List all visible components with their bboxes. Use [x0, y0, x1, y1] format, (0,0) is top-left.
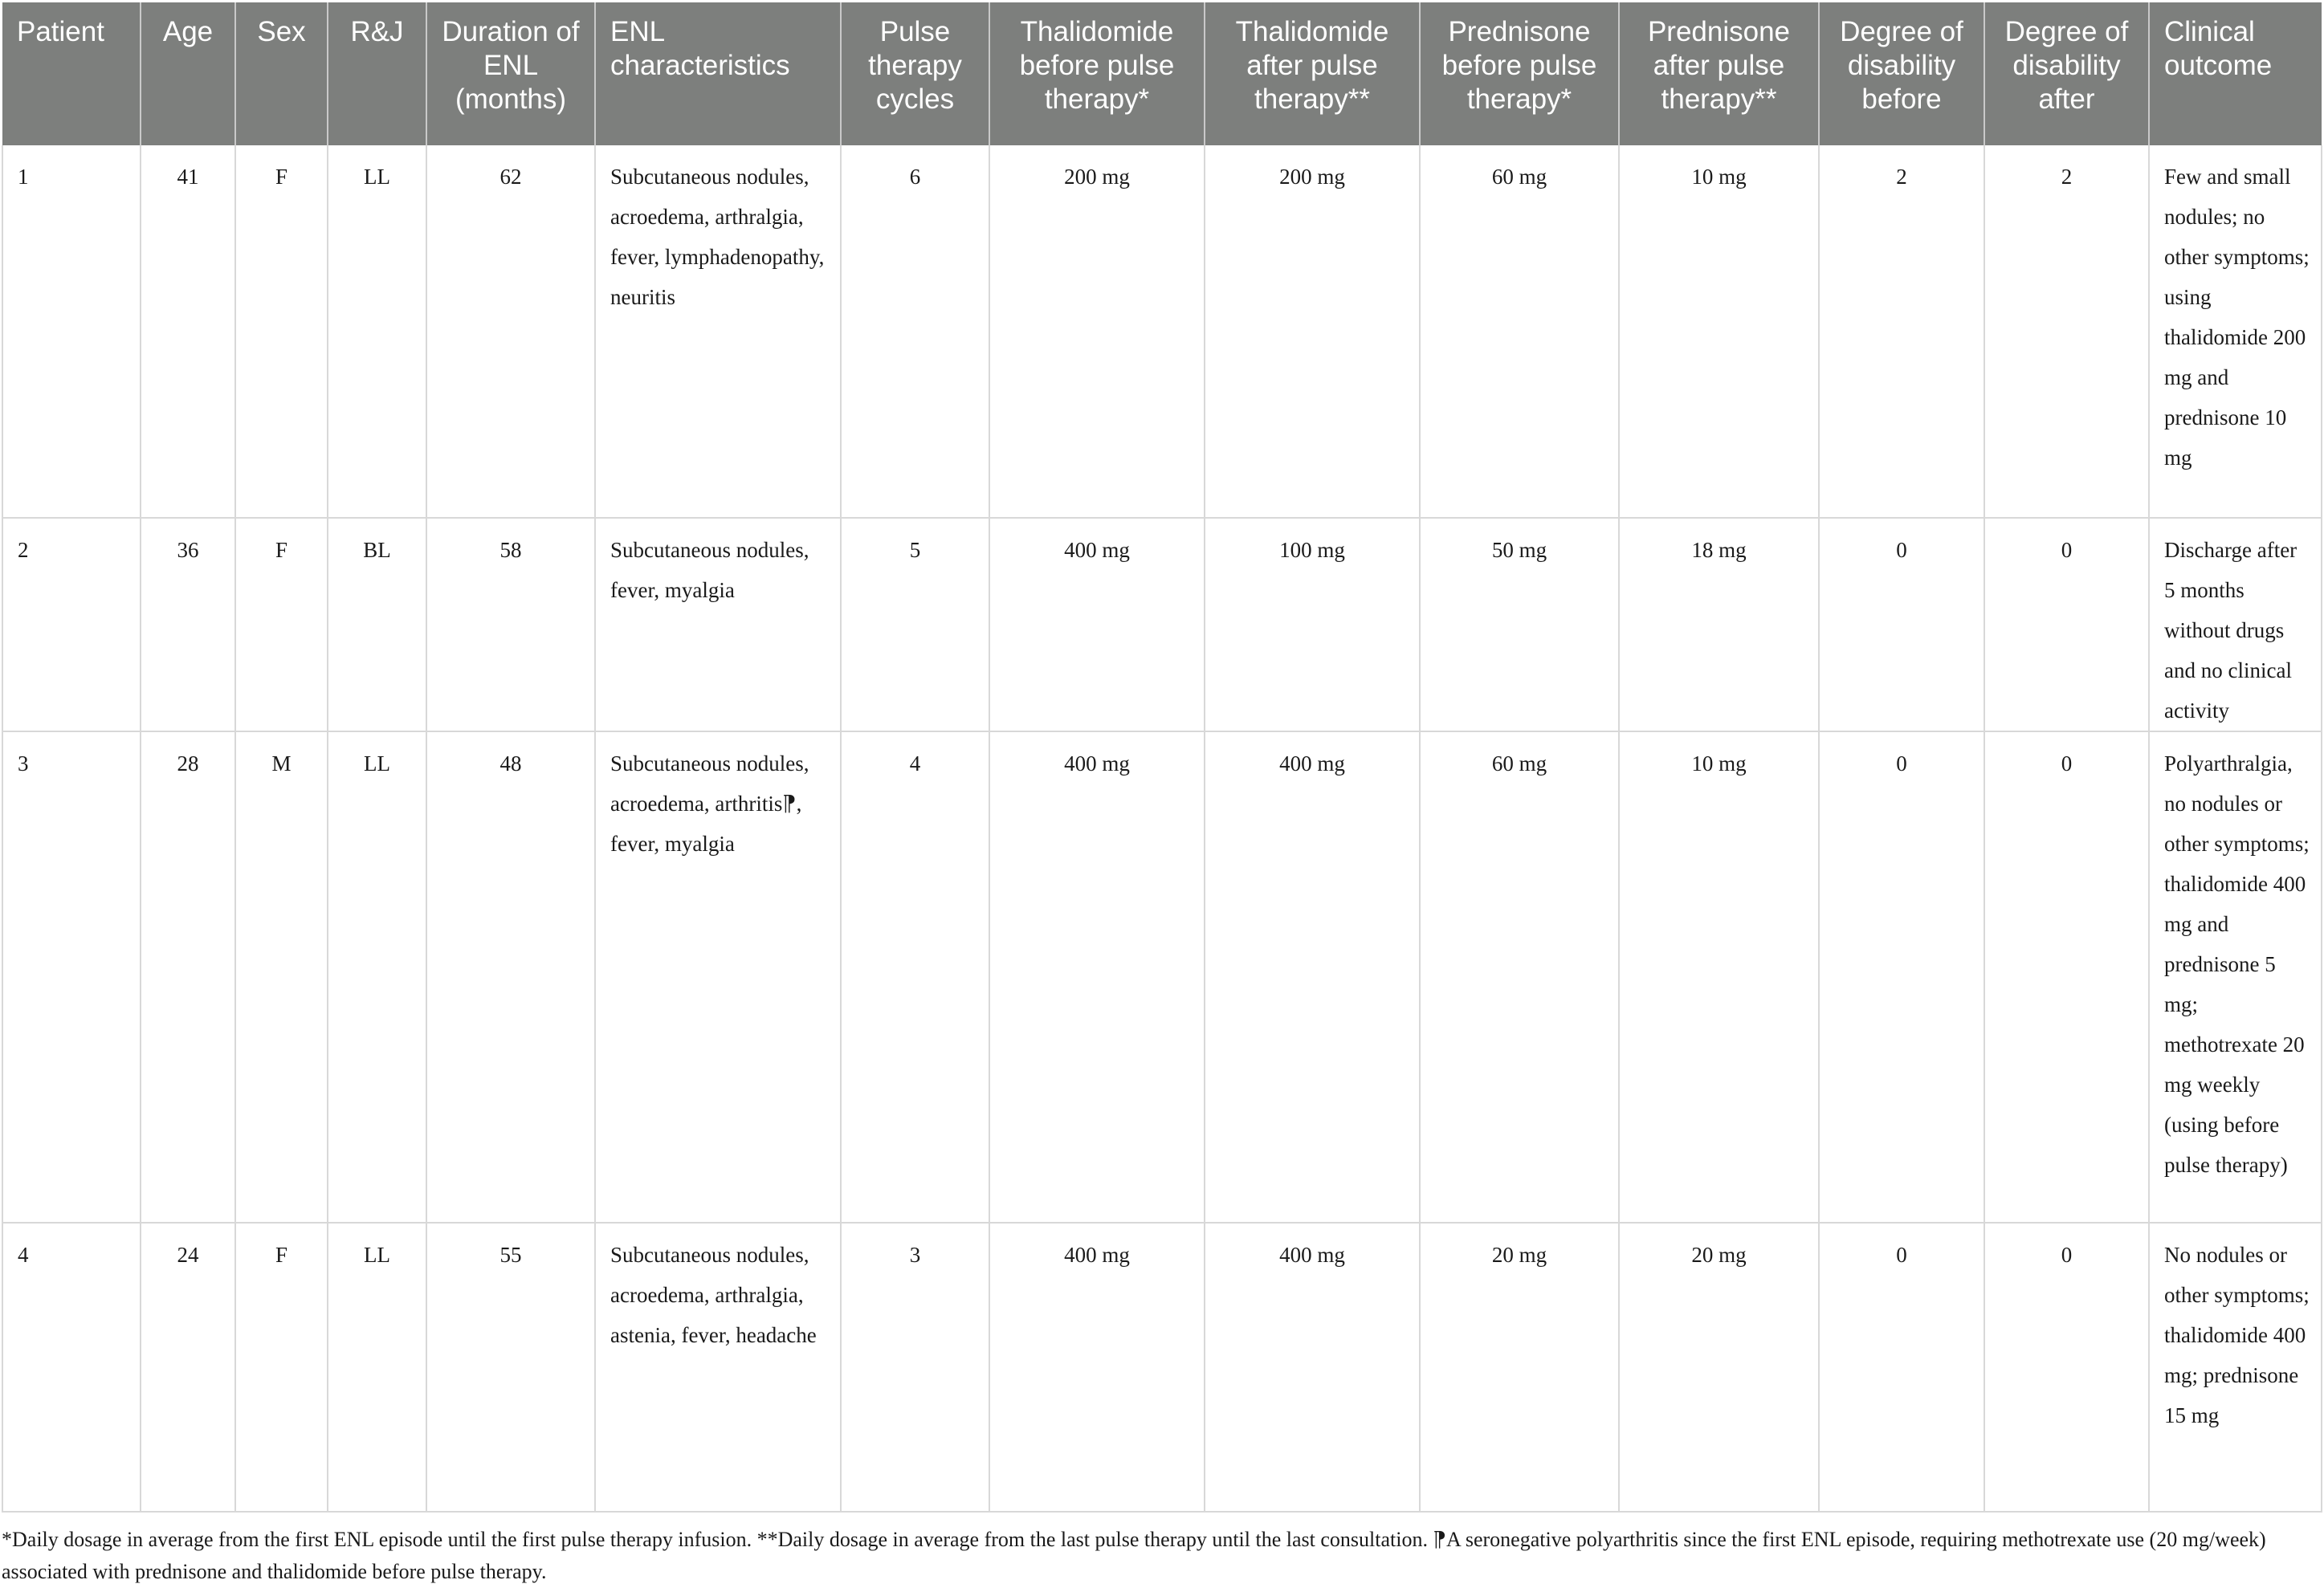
cell-disability-after: 0	[1984, 1223, 2149, 1512]
col-header-prednisone-after: Prednisone after pulse therapy**	[1619, 2, 1819, 145]
col-header-disability-after: Degree of disability after	[1984, 2, 2149, 145]
cell-prednisone-before: 60 mg	[1420, 731, 1619, 1223]
cell-thalidomide-after: 400 mg	[1205, 731, 1420, 1223]
cell-patient: 3	[2, 731, 141, 1223]
cell-disability-before: 2	[1819, 145, 1984, 518]
cell-prednisone-after: 20 mg	[1619, 1223, 1819, 1512]
col-header-clinical-outcome: Clinical outcome	[2149, 2, 2322, 145]
table-row	[2, 145, 2322, 518]
cell-pulse-cycles: 5	[841, 518, 989, 731]
cell-sex: F	[235, 1223, 328, 1512]
cell-disability-after: 0	[1984, 518, 2149, 731]
cell-thalidomide-before: 200 mg	[989, 145, 1205, 518]
cell-pulse-cycles: 4	[841, 731, 989, 1223]
cell-rj: LL	[328, 145, 426, 518]
cell-clinical-outcome: No nodules or other symptoms; thalidomide 400 mg; prednisone 15 mg	[2149, 1223, 2322, 1512]
cell-patient: 4	[2, 1223, 141, 1512]
patient-table-container	[2, 2, 2321, 1513]
col-header-thalidomide-before: Thalidomide before pulse therapy*	[989, 2, 1205, 145]
col-header-patient: Patient	[2, 2, 141, 145]
cell-patient: 2	[2, 518, 141, 731]
table-row	[2, 518, 2322, 731]
cell-sex: F	[235, 518, 328, 731]
cell-duration: 55	[426, 1223, 595, 1512]
cell-rj: LL	[328, 731, 426, 1223]
cell-enl-characteristics: Subcutaneous nodules, fever, myalgia	[595, 518, 841, 731]
table-row	[2, 731, 2322, 1223]
cell-disability-before: 0	[1819, 1223, 1984, 1512]
col-header-sex: Sex	[235, 2, 328, 145]
col-header-thalidomide-after: Thalidomide after pulse therapy**	[1205, 2, 1420, 145]
cell-thalidomide-after: 200 mg	[1205, 145, 1420, 518]
col-header-prednisone-before: Prednisone before pulse therapy*	[1420, 2, 1619, 145]
cell-prednisone-after: 18 mg	[1619, 518, 1819, 731]
cell-enl-characteristics: Subcutaneous nodules, acroedema, arthralgia, fever, lymphadenopathy, neuritis	[595, 145, 841, 518]
cell-pulse-cycles: 3	[841, 1223, 989, 1512]
patient-table	[2, 2, 2322, 1513]
col-header-pulse-cycles: Pulse therapy cycles	[841, 2, 989, 145]
cell-age: 36	[141, 518, 235, 731]
cell-enl-characteristics: Subcutaneous nodules, acroedema, arthralgia, astenia, fever, headache	[595, 1223, 841, 1512]
cell-duration: 58	[426, 518, 595, 731]
table-row	[2, 1223, 2322, 1512]
cell-clinical-outcome: Polyarthralgia, no nodules or other symptoms; thalidomide 400 mg and prednisone 5 mg; methotrexate 20 mg weekly (using before pulse therapy)	[2149, 731, 2322, 1223]
cell-rj: BL	[328, 518, 426, 731]
table-footnote: *Daily dosage in average from the first ENL episode until the first pulse therapy infusion. **Daily dosage in average from the last pulse therapy until the last consultation. ⁋A seronegative polyarthritis since the first ENL episode, requiring methotrexate use (20 mg/week) associated with prednisone and thalidomide before pulse therapy.	[2, 1528, 2266, 1583]
cell-thalidomide-after: 100 mg	[1205, 518, 1420, 731]
cell-thalidomide-before: 400 mg	[989, 518, 1205, 731]
header-row	[2, 2, 2322, 145]
cell-sex: M	[235, 731, 328, 1223]
cell-disability-after: 0	[1984, 731, 2149, 1223]
cell-duration: 62	[426, 145, 595, 518]
cell-enl-characteristics: Subcutaneous nodules, acroedema, arthritis⁋, fever, myalgia	[595, 731, 841, 1223]
cell-thalidomide-before: 400 mg	[989, 1223, 1205, 1512]
cell-disability-before: 0	[1819, 518, 1984, 731]
col-header-duration: Duration of ENL (months)	[426, 2, 595, 145]
col-header-disability-before: Degree of disability before	[1819, 2, 1984, 145]
col-header-enl-characteristics: ENL characteristics	[595, 2, 841, 145]
cell-sex: F	[235, 145, 328, 518]
cell-thalidomide-after: 400 mg	[1205, 1223, 1420, 1512]
cell-age: 41	[141, 145, 235, 518]
cell-prednisone-after: 10 mg	[1619, 145, 1819, 518]
cell-disability-before: 0	[1819, 731, 1984, 1223]
cell-duration: 48	[426, 731, 595, 1223]
cell-disability-after: 2	[1984, 145, 2149, 518]
cell-rj: LL	[328, 1223, 426, 1512]
cell-thalidomide-before: 400 mg	[989, 731, 1205, 1223]
cell-patient: 1	[2, 145, 141, 518]
cell-clinical-outcome: Discharge after 5 months without drugs and no clinical activity	[2149, 518, 2322, 731]
cell-clinical-outcome: Few and small nodules; no other symptoms; using thalidomide 200 mg and prednisone 10 mg	[2149, 145, 2322, 518]
cell-prednisone-before: 60 mg	[1420, 145, 1619, 518]
cell-age: 28	[141, 731, 235, 1223]
cell-prednisone-after: 10 mg	[1619, 731, 1819, 1223]
col-header-age: Age	[141, 2, 235, 145]
cell-prednisone-before: 50 mg	[1420, 518, 1619, 731]
cell-prednisone-before: 20 mg	[1420, 1223, 1619, 1512]
cell-pulse-cycles: 6	[841, 145, 989, 518]
cell-age: 24	[141, 1223, 235, 1512]
col-header-rj: R&J	[328, 2, 426, 145]
